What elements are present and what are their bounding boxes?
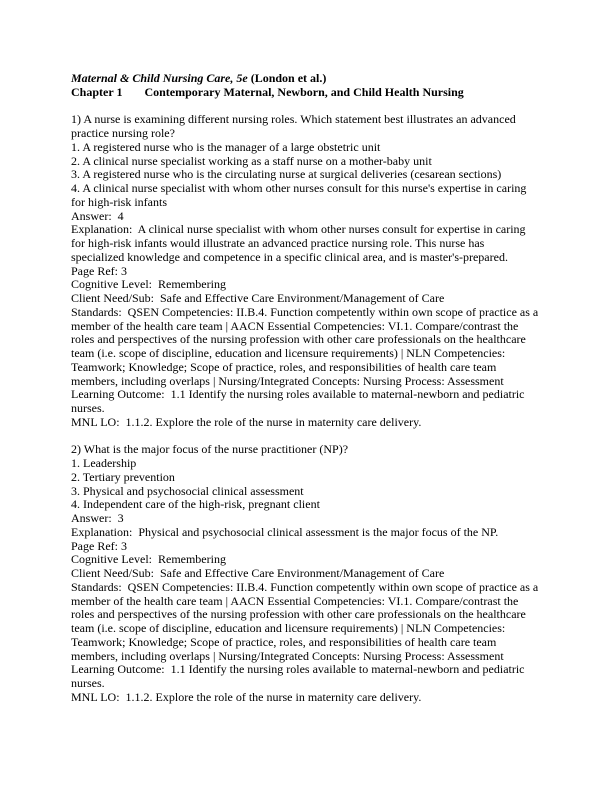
- chapter-title-line: [71, 86, 542, 100]
- text-line: Explanation: A clinical nurse specialist with whom other nurses consult for expertise in caring: [71, 222, 526, 237]
- text-line: Standards: QSEN Competencies: II.B.4. Function competently within own scope of practice as a: [71, 304, 539, 319]
- text-line: 4. Independent care of the high-risk, pregnant client: [71, 497, 320, 512]
- text-line: for high-risk infants: [71, 194, 167, 209]
- text-line: MNL LO: 1.1.2. Explore the role of the nurse in maternity care delivery.: [71, 414, 422, 429]
- text-line: roles and perspectives of the nursing profession with other care professionals on the healthcare: [71, 332, 526, 347]
- text-line: 1. A registered nurse who is the manager of a large obstetric unit: [71, 139, 381, 154]
- text-line: roles and perspectives of the nursing profession with other care professionals on the healthcare: [71, 607, 526, 622]
- text-line: 1. Leadership: [71, 456, 137, 470]
- text-line: Client Need/Sub: Safe and Effective Care Environment/Management of Care: [71, 291, 445, 305]
- text-line: Teamwork; Knowledge; Scope of practice, roles, and responsibilities of health care team: [71, 359, 497, 374]
- text-line: 1) A nurse is examining different nursing roles. Which statement best illustrates an advanced: [71, 112, 516, 127]
- book-authors: (London et al.): [247, 71, 327, 85]
- text-line: 2. A clinical nurse specialist working as a staff nurse on a mother-baby unit: [71, 153, 432, 168]
- question-block-2: [71, 443, 542, 704]
- text-line: 3. Physical and psychosocial clinical assessment: [71, 483, 304, 498]
- chapter-label: Chapter 1: [71, 84, 123, 99]
- text-line: team (i.e. scope of discipline, education and licensure requirements) | NLN Competencies:: [71, 621, 506, 635]
- text-line: 2. Tertiary prevention: [71, 469, 175, 484]
- text-line: practice nursing role?: [71, 126, 175, 140]
- text-line: Learning Outcome: 1.1 Identify the nursing roles available to maternal-newborn and pediatric: [71, 387, 525, 402]
- book-title-line: [71, 72, 542, 86]
- text-line: nurses.: [71, 401, 105, 415]
- text-line: Cognitive Level: Remembering: [71, 277, 226, 292]
- text-line: members, including overlaps | Nursing/Integrated Concepts: Nursing Process: Assessment: [71, 648, 504, 663]
- text-line: Answer: 4: [71, 208, 124, 223]
- text-line: MNL LO: 1.1.2. Explore the role of the nurse in maternity care delivery.: [71, 689, 422, 704]
- book-title: Maternal & Child Nursing Care, 5e: [71, 71, 248, 85]
- text-line: Client Need/Sub: Safe and Effective Care Environment/Management of Care: [71, 566, 445, 580]
- text-line: nurses.: [71, 676, 105, 690]
- text-line: 4. A clinical nurse specialist with whom other nurses consult for this nurse's expertise in caring: [71, 181, 527, 195]
- text-line: team (i.e. scope of discipline, education and licensure requirements) | NLN Competencies:: [71, 346, 506, 360]
- text-line: members, including overlaps | Nursing/Integrated Concepts: Nursing Process: Assessment: [71, 373, 504, 388]
- text-line: Explanation: Physical and psychosocial clinical assessment is the major focus of the NP.: [71, 524, 499, 539]
- chapter-title: Contemporary Maternal, Newborn, and Child Health Nursing: [144, 84, 464, 99]
- text-line: specialized knowledge and competence in a specific clinical area, and is master's-prepared.: [71, 249, 508, 264]
- text-line: Learning Outcome: 1.1 Identify the nursing roles available to maternal-newborn and pediatric: [71, 662, 525, 677]
- text-line: for high-risk infants would illustrate an advanced practice nursing role. This nurse has: [71, 236, 485, 250]
- text-line: Standards: QSEN Competencies: II.B.4. Function competently within own scope of practice as a: [71, 579, 539, 594]
- question-block-1: [71, 113, 542, 429]
- text-line: member of the health care team | AACN Essential Competencies: VI.1. Compare/contrast the: [71, 593, 519, 608]
- text-line: 2) What is the major focus of the nurse practitioner (NP)?: [71, 442, 349, 457]
- text-line: Page Ref: 3: [71, 263, 127, 278]
- text-line: 3. A registered nurse who is the circulating nurse at surgical deliveries (cesarean sections): [71, 167, 502, 182]
- text-line: Answer: 3: [71, 511, 124, 525]
- text-line: member of the health care team | AACN Essential Competencies: VI.1. Compare/contrast the: [71, 318, 519, 333]
- text-line: Cognitive Level: Remembering: [71, 552, 226, 567]
- document-header: [71, 72, 542, 100]
- text-line: Page Ref: 3: [71, 538, 127, 553]
- text-line: Teamwork; Knowledge; Scope of practice, roles, and responsibilities of health care team: [71, 634, 497, 649]
